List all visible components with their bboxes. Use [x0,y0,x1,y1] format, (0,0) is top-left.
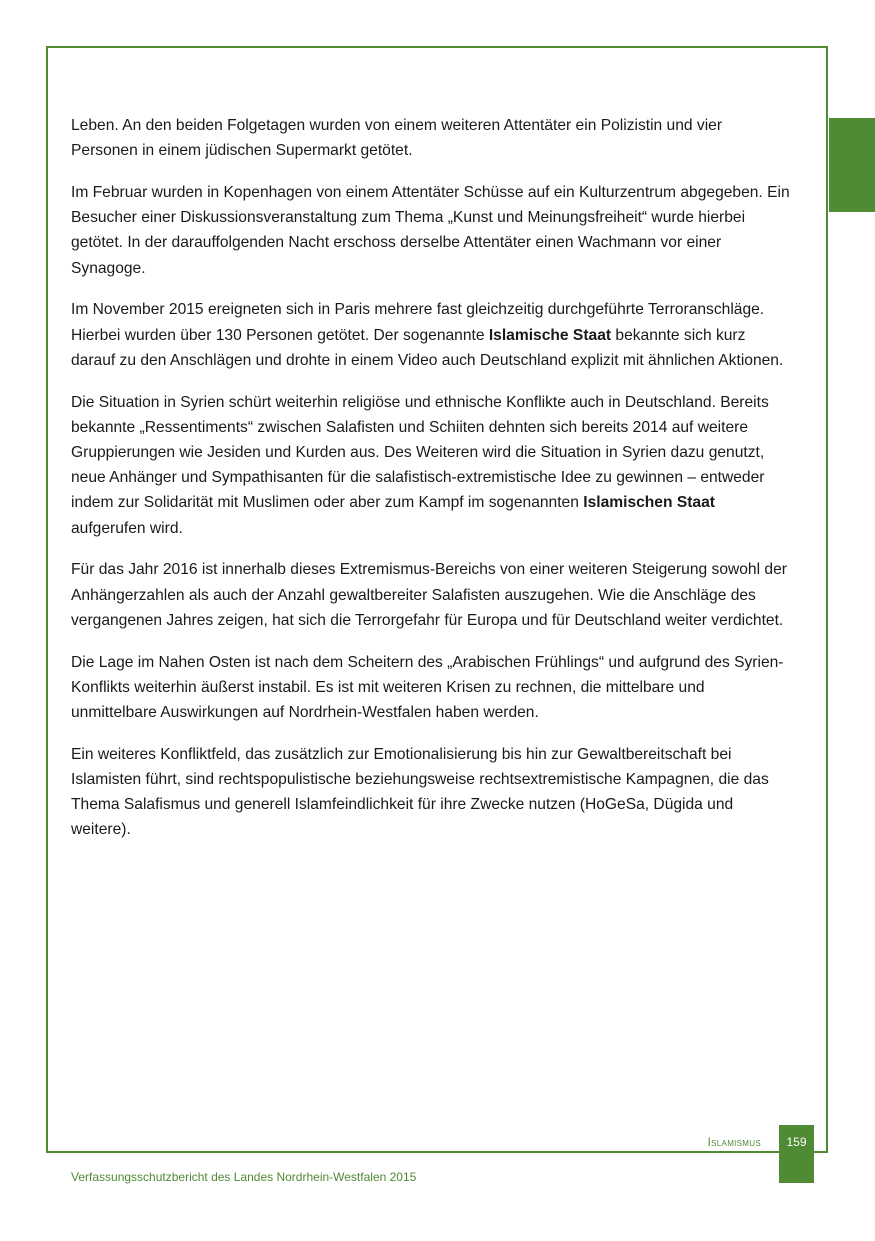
paragraph-4-bold-term: Islamischen Staat [583,494,715,512]
paragraph-4 [71,390,791,541]
paragraph-3-text-b: bekannte sich kurz darauf zu den Anschlägen und drohte in einem Video auch Deutschland explizit mit ähnlichen Aktionen. [71,326,784,369]
paragraph-3-bold-term: Islamische Staat [488,326,612,344]
page-number: 159 [786,1135,807,1149]
chapter-tab-marker [829,118,875,212]
footer-publication-title: Verfassungsschutzbericht des Landes Nordrhein-Westfalen 2015 [71,1170,417,1184]
paragraph-5 [71,557,791,633]
paragraph-5-text: Für das Jahr 2016 ist innerhalb dieses Extremismus-Bereichs von einer weiteren Steigerung sowohl der Anhängerzahlen als auch der Anzahl gewaltbereiter Salafisten auszugehen. Wie die Anschläge des vergangenen Jahres zeigen, hat sich die Terrorgefahr für Europa und für Deutschland weiter verdichtet. [71,561,787,629]
paragraph-6-text: Die Lage im Nahen Osten ist nach dem Scheitern des „Arabischen Frühlings“ und aufgrund des Syrien-Konflikts weiterhin äußerst instabil. Es ist mit weiteren Krisen zu rechnen, die mittelbare und unmittelbare Auswirkungen auf Nordrhein-Westfalen haben werden. [71,653,784,722]
paragraph-7-text: Ein weiteres Konfliktfeld, das zusätzlich zur Emotionalisierung bis hin zur Gewaltbereitschaft bei Islamisten führt, sind rechtspopulistische beziehungsweise rechtsextremistische Kampagnen, die das Thema Salafismus und generell Islamfeindlichkeit für ihre Zwecke nutzen (HoGeSa, Dügida und weitere). [71,745,769,839]
page-number-box [779,1125,814,1183]
paragraph-1 [71,113,791,163]
body-text [71,113,791,859]
paragraph-3 [71,297,791,373]
paragraph-2 [71,180,791,281]
paragraph-3-text-a: Im November 2015 ereigneten sich in Paris mehrere fast gleichzeitig durchgeführte Terroranschläge. Hierbei wurden über 130 Personen getötet. Der sogenannte [71,301,765,344]
paragraph-6 [71,650,791,726]
section-label: Islamismus [707,1137,761,1149]
paragraph-1-text: Leben. An den beiden Folgetagen wurden von einem weiteren Attentäter ein Polizistin und vier Personen in einem jüdischen Supermarkt getötet. [71,117,723,160]
paragraph-2-text: Im Februar wurden in Kopenhagen von einem Attentäter Schüsse auf ein Kulturzentrum abgegeben. Ein Besucher einer Diskussionsveranstaltung zum Thema „Kunst und Meinungsfreiheit“ wurde hierbei getötet. In der darauffolgenden Nacht erschoss derselbe Attentäter einen Wachmann vor einer Synagoge. [71,184,790,277]
paragraph-4-text-b: aufgerufen wird. [71,519,183,537]
paragraph-4-text-a: Die Situation in Syrien schürt weiterhin religiöse und ethnische Konflikte auch in Deutschland. Bereits bekannte „Ressentiments“ zwischen Salafisten und Schiiten dehnten sich bereits 2014 auf weitere Gruppierungen wie Jesiden und Kurden aus. Des Weiteren wird die Situation in Syrien dazu genutzt, neue Anhänger und Sympathisanten für die salafistisch-extremistische Idee zu gewinnen – entweder indem zur Solidarität mit Muslimen oder aber zum Kampf im sogenannten [71,393,769,512]
paragraph-7 [71,742,791,843]
